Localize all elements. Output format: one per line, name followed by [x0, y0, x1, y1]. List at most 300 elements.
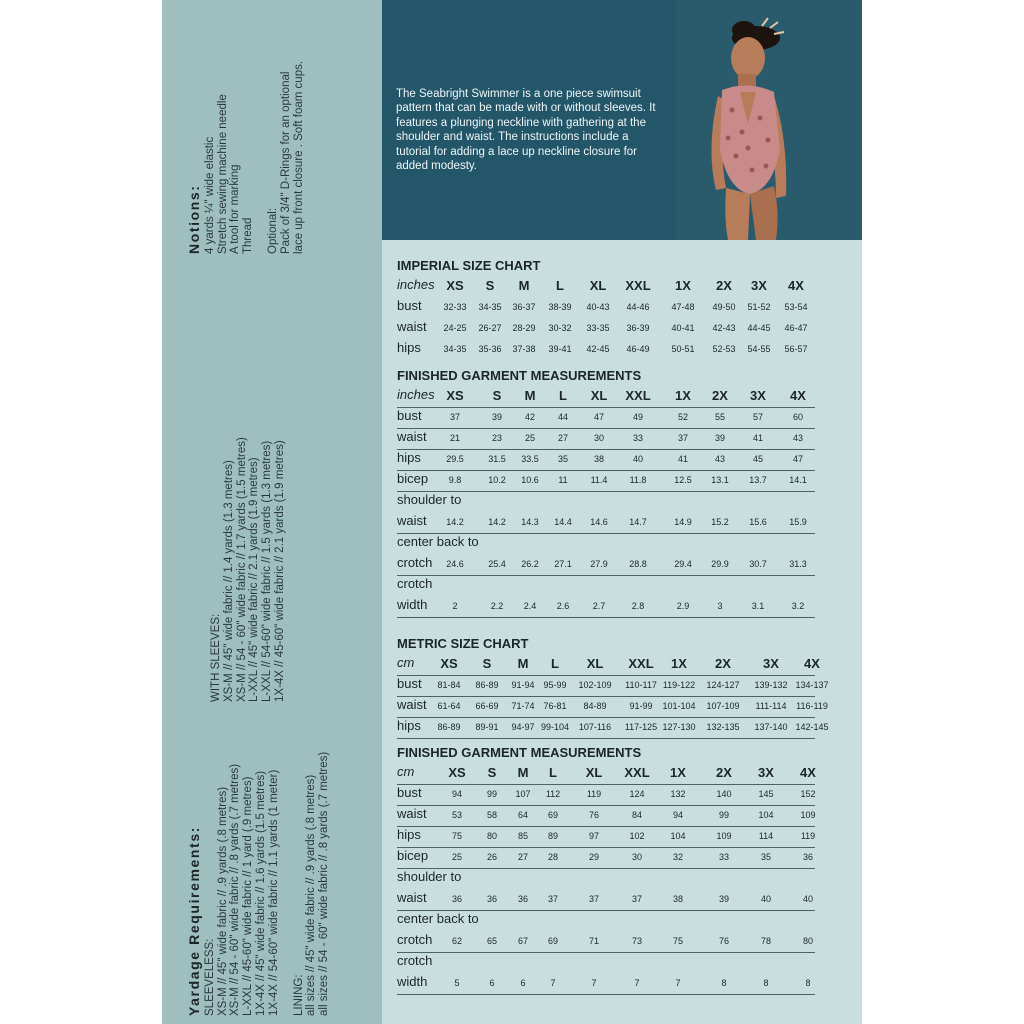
table-cell: 109 — [800, 810, 816, 820]
table-cell: 39 — [714, 433, 726, 443]
table-cell: 42-43 — [712, 323, 736, 333]
table-row — [397, 827, 815, 848]
size-header-cell: XS — [446, 278, 464, 293]
table-cell: 75 — [672, 936, 684, 946]
yardage-block — [188, 752, 331, 1016]
row-label: shoulder to — [397, 492, 462, 507]
table-cell: 31.5 — [488, 454, 506, 464]
table-cell: 124 — [629, 789, 645, 799]
table-cell: 15.9 — [789, 517, 807, 527]
table-cell: 142-145 — [795, 722, 829, 732]
table-cell: 84-89 — [583, 701, 607, 711]
table-cell: 104 — [670, 831, 686, 841]
table-cell: 80 — [486, 831, 498, 841]
table-row — [397, 534, 847, 554]
table-cell: 50-51 — [671, 344, 695, 354]
table-cell: 39 — [491, 412, 503, 422]
table-cell: 62 — [451, 936, 463, 946]
size-header-cell: 2X — [716, 278, 732, 293]
table-cell: 73 — [631, 936, 643, 946]
table-cell: 39 — [718, 894, 730, 904]
table-cell: 23 — [491, 433, 503, 443]
unit-label: inches — [397, 277, 435, 292]
notions-line: Thread — [242, 217, 255, 254]
table-cell: 26.2 — [521, 559, 539, 569]
row-label: waist — [397, 319, 427, 334]
size-header-cell: 1X — [671, 656, 687, 671]
table-row — [397, 953, 847, 973]
table-cell: 27 — [517, 852, 529, 862]
table-cell: 28.8 — [629, 559, 647, 569]
table-cell: 84 — [631, 810, 643, 820]
yardage-line: all sizes // 54 - 60" wide fabric // .8 yards (.7 metres) — [318, 751, 331, 1016]
table-cell: 116-119 — [796, 701, 828, 711]
table-cell: 30 — [593, 433, 605, 443]
table-cell: 104 — [758, 810, 774, 820]
table-cell: 75 — [451, 831, 463, 841]
table-header-row — [397, 387, 815, 408]
table-row — [397, 555, 815, 576]
table-cell: 42 — [524, 412, 536, 422]
table-cell: 6 — [489, 978, 495, 988]
size-header-cell: XXL — [625, 388, 651, 403]
section-title: FINISHED GARMENT MEASUREMENTS — [397, 368, 642, 383]
row-label: bicep — [397, 848, 429, 863]
table-cell: 33.5 — [521, 454, 539, 464]
row-label: width — [397, 974, 428, 989]
table-cell: 25.4 — [488, 559, 506, 569]
table-cell: 76 — [588, 810, 600, 820]
table-cell: 26-27 — [478, 323, 502, 333]
table-cell: 64 — [517, 810, 529, 820]
table-cell: 10.6 — [521, 475, 539, 485]
sleeves-line: WITH SLEEVES: — [210, 613, 222, 702]
table-cell: 137-140 — [754, 722, 788, 732]
size-header-cell: XS — [446, 388, 464, 403]
table-row — [397, 869, 847, 889]
size-header-cell: S — [482, 656, 492, 671]
table-cell: 29.5 — [446, 454, 464, 464]
table-cell: 49 — [632, 412, 644, 422]
size-header-cell: M — [517, 656, 529, 671]
table-cell: 34-35 — [443, 344, 467, 354]
table-cell: 8 — [721, 978, 727, 988]
table-cell: 39-41 — [548, 344, 572, 354]
table-cell: 45 — [752, 454, 764, 464]
unit-label: inches — [397, 387, 435, 402]
table-cell: 65 — [486, 936, 498, 946]
table-cell: 8 — [805, 978, 811, 988]
size-header-cell: S — [492, 388, 502, 403]
table-cell: 46-47 — [784, 323, 808, 333]
table-cell: 21 — [449, 433, 461, 443]
table-row — [397, 408, 815, 429]
table-row — [397, 785, 815, 806]
table-cell: 2.6 — [556, 601, 570, 611]
size-header-cell: 1X — [675, 278, 691, 293]
yardage-line: XS-M // 45" wide fabric // .9 yards (.8 metres) — [216, 786, 229, 1016]
size-header-cell: XL — [590, 388, 608, 403]
table-header-row — [397, 277, 847, 297]
table-cell: 2.4 — [523, 601, 537, 611]
table-cell: 86-89 — [437, 722, 461, 732]
sleeves-line: 1X-4X // 45-60" wide fabric // 2.1 yards (1.9 metres) — [273, 440, 286, 702]
table-cell: 38 — [593, 454, 605, 464]
table-cell: 52 — [677, 412, 689, 422]
table-cell: 37 — [631, 894, 643, 904]
row-label: center back to — [397, 534, 479, 549]
table-cell: 46-49 — [626, 344, 650, 354]
size-header-cell: 2X — [715, 656, 731, 671]
size-header-cell: 2X — [712, 388, 728, 403]
table-cell: 58 — [486, 810, 498, 820]
table-row — [397, 974, 815, 995]
table-cell: 107 — [515, 789, 531, 799]
size-header-cell: XL — [589, 278, 607, 293]
section-title: IMPERIAL SIZE CHART — [397, 258, 541, 273]
table-cell: 52-53 — [712, 344, 736, 354]
table-cell: 117-125 — [624, 722, 658, 732]
table-cell: 12.5 — [674, 475, 692, 485]
row-label: bicep — [397, 471, 429, 486]
row-label: crotch — [397, 555, 433, 570]
table-cell: 32 — [672, 852, 684, 862]
table-cell: 25 — [524, 433, 536, 443]
size-header-cell: 1X — [675, 388, 691, 403]
row-label: waist — [397, 429, 427, 444]
table-cell: 34-35 — [478, 302, 502, 312]
table-cell: 102-109 — [578, 680, 612, 690]
table-cell: 91-99 — [629, 701, 653, 711]
table-cell: 28-29 — [512, 323, 536, 333]
table-row — [397, 890, 815, 911]
size-header-cell: 3X — [751, 278, 767, 293]
size-header-cell: XL — [586, 656, 604, 671]
table-cell: 69 — [547, 810, 559, 820]
notions-line: A tool for marking — [229, 164, 242, 254]
table-cell: 14.1 — [789, 475, 807, 485]
table-cell: 11 — [558, 475, 568, 485]
table-cell: 114 — [758, 831, 774, 841]
table-cell: 33 — [632, 433, 644, 443]
table-cell: 28 — [547, 852, 559, 862]
notions-line: Pack of 3/4" D-Rings for an optional — [279, 71, 292, 254]
table-cell: 14.9 — [674, 517, 692, 527]
rotated-requirements — [162, 0, 382, 1024]
size-header-cell: M — [524, 388, 536, 403]
table-cell: 102 — [629, 831, 645, 841]
table-cell: 3.2 — [791, 601, 805, 611]
table-cell: 119 — [800, 831, 816, 841]
table-cell: 35 — [557, 454, 569, 464]
unit-label: cm — [397, 764, 415, 779]
table-cell: 2.7 — [592, 601, 606, 611]
table-cell: 29.9 — [711, 559, 729, 569]
table-row — [397, 676, 829, 697]
sleeves-line: L-XXL // 45" wide fabric // 2.1 yards (1.9 metres) — [248, 457, 261, 702]
table-cell: 89 — [547, 831, 559, 841]
table-cell: 36-39 — [626, 323, 650, 333]
table-cell: 132-135 — [706, 722, 740, 732]
table-cell: 6 — [520, 978, 526, 988]
table-cell: 2.9 — [676, 601, 690, 611]
size-header-cell: XXL — [624, 765, 650, 780]
table-row — [397, 340, 847, 360]
size-header-cell: XS — [448, 765, 466, 780]
table-cell: 81-84 — [437, 680, 461, 690]
table-cell: 2.8 — [631, 601, 645, 611]
table-cell: 109 — [716, 831, 732, 841]
row-label: crotch — [397, 932, 433, 947]
table-row — [397, 429, 815, 450]
row-label: bust — [397, 676, 422, 691]
table-cell: 37 — [449, 412, 461, 422]
table-cell: 36-37 — [512, 302, 536, 312]
table-cell: 14.6 — [590, 517, 608, 527]
table-cell: 94 — [672, 810, 684, 820]
table-cell: 139-132 — [754, 680, 788, 690]
yardage-line: L-XXL // 45-60" wide fabric // 1 yard (.9 metres) — [242, 776, 255, 1016]
table-cell: 91-94 — [511, 680, 535, 690]
table-cell: 27 — [557, 433, 569, 443]
notions-block — [188, 61, 305, 254]
yardage-heading: Yardage Requirements: — [186, 826, 202, 1016]
size-header-cell: 4X — [804, 656, 820, 671]
table-cell: 53-54 — [784, 302, 808, 312]
table-cell: 61-64 — [437, 701, 461, 711]
table-cell: 5 — [454, 978, 460, 988]
table-cell: 55 — [714, 412, 726, 422]
table-cell: 119 — [586, 789, 602, 799]
size-header-cell: 3X — [750, 388, 766, 403]
table-cell: 94-97 — [511, 722, 535, 732]
table-cell: 26 — [486, 852, 498, 862]
table-cell: 76-81 — [543, 701, 567, 711]
table-cell: 10.2 — [488, 475, 506, 485]
table-header-row — [397, 655, 820, 676]
table-row — [397, 806, 815, 827]
table-row — [397, 597, 815, 618]
table-cell: 24-25 — [443, 323, 467, 333]
table-cell: 132 — [670, 789, 686, 799]
sleeves-line: L-XXL // 54-60" wide fabric // 1.5 yards (1.3 metres) — [261, 440, 274, 702]
size-header-cell: 4X — [800, 765, 816, 780]
requirements-panel — [162, 0, 382, 1024]
notions-line: lace up front closure . Soft foam cups. — [292, 60, 305, 254]
table-cell: 145 — [758, 789, 774, 799]
table-cell: 35 — [760, 852, 772, 862]
table-cell: 80 — [802, 936, 814, 946]
sleeves-block — [210, 437, 287, 702]
table-cell: 40-41 — [671, 323, 695, 333]
table-cell: 9.8 — [448, 475, 462, 485]
table-row — [397, 319, 847, 339]
table-cell: 3.1 — [751, 601, 765, 611]
size-header-cell: XL — [585, 765, 603, 780]
table-cell: 27.1 — [554, 559, 572, 569]
table-cell: 54-55 — [747, 344, 771, 354]
table-cell: 2.2 — [490, 601, 504, 611]
table-cell: 29 — [588, 852, 600, 862]
yardage-line: 1X-4X // 45" wide fabric // 1.6 yards (1.5 metres) — [254, 770, 267, 1016]
table-cell: 38 — [672, 894, 684, 904]
row-label: waist — [397, 697, 427, 712]
table-cell: 94 — [451, 789, 463, 799]
table-cell: 27.9 — [590, 559, 608, 569]
table-cell: 49-50 — [712, 302, 736, 312]
table-cell: 95-99 — [543, 680, 567, 690]
table-cell: 14.7 — [629, 517, 647, 527]
size-header-cell: 4X — [788, 278, 804, 293]
row-label: center back to — [397, 911, 479, 926]
table-cell: 36 — [486, 894, 498, 904]
row-label: hips — [397, 718, 421, 733]
table-row — [397, 932, 815, 953]
row-label: hips — [397, 340, 421, 355]
table-cell: 30 — [631, 852, 643, 862]
table-cell: 33-35 — [586, 323, 610, 333]
table-cell: 25 — [451, 852, 463, 862]
table-cell: 14.4 — [554, 517, 572, 527]
table-cell: 30.7 — [749, 559, 767, 569]
table-cell: 38-39 — [548, 302, 572, 312]
table-cell: 57 — [752, 412, 764, 422]
table-cell: 37 — [588, 894, 600, 904]
size-header-cell: M — [518, 278, 530, 293]
table-cell: 31.3 — [789, 559, 807, 569]
size-header-cell: L — [551, 656, 559, 671]
table-cell: 43 — [714, 454, 726, 464]
size-header-cell: XS — [440, 656, 458, 671]
table-cell: 14.2 — [488, 517, 506, 527]
table-cell: 42-45 — [586, 344, 610, 354]
table-cell: 7 — [675, 978, 681, 988]
size-header-cell: XXL — [625, 278, 651, 293]
row-label: crotch — [397, 953, 433, 968]
table-cell: 127-130 — [662, 722, 696, 732]
table-cell: 99 — [718, 810, 730, 820]
table-row — [397, 450, 815, 471]
row-label: bust — [397, 785, 422, 800]
table-cell: 124-127 — [706, 680, 740, 690]
unit-label: cm — [397, 655, 415, 670]
table-cell: 33 — [718, 852, 730, 862]
table-cell: 69 — [547, 936, 559, 946]
table-cell: 41 — [752, 433, 764, 443]
table-cell: 24.6 — [446, 559, 464, 569]
table-cell: 97 — [588, 831, 600, 841]
notions-heading: Notions: — [186, 184, 202, 254]
table-cell: 85 — [517, 831, 529, 841]
table-cell: 40 — [802, 894, 814, 904]
intro-text: The Seabright Swimmer is a one piece swimsuit pattern that can be made with or without sleeves. It features a plunging neckline with gathering at the shoulder and waist. The instructions include a tutorial for adding a lace up neckline closure for added modesty. — [396, 88, 656, 173]
table-cell: 11.8 — [629, 475, 647, 485]
table-cell: 40 — [632, 454, 644, 464]
table-row — [397, 911, 847, 931]
notions-line: Optional: — [266, 207, 279, 254]
table-cell: 140 — [716, 789, 732, 799]
yardage-line: 1X-4X // 54-60" wide fabric // 1.1 yards (1 meter) — [267, 769, 280, 1016]
yardage-line: all sizes // 45" wide fabric // .9 yards (.8 metres) — [305, 774, 318, 1016]
row-label: waist — [397, 890, 427, 905]
table-cell: 110-117 — [625, 680, 657, 690]
table-cell: 47 — [792, 454, 804, 464]
row-label: bust — [397, 408, 422, 423]
table-cell: 36 — [451, 894, 463, 904]
table-cell: 37 — [547, 894, 559, 904]
table-cell: 37 — [677, 433, 689, 443]
table-cell: 15.6 — [749, 517, 767, 527]
table-cell: 13.7 — [749, 475, 767, 485]
table-row — [397, 471, 815, 492]
size-header-cell: L — [549, 765, 557, 780]
table-cell: 15.2 — [711, 517, 729, 527]
table-cell: 53 — [451, 810, 463, 820]
table-cell: 44-45 — [747, 323, 771, 333]
table-cell: 99 — [486, 789, 498, 799]
table-cell: 60 — [792, 412, 804, 422]
table-cell: 13.1 — [711, 475, 729, 485]
table-cell: 89-91 — [475, 722, 499, 732]
table-cell: 7 — [550, 978, 556, 988]
size-header-cell: 4X — [790, 388, 806, 403]
table-row — [397, 298, 847, 318]
table-cell: 51-52 — [747, 302, 771, 312]
table-cell: 71 — [588, 936, 600, 946]
table-row — [397, 848, 815, 869]
table-cell: 111-114 — [755, 701, 787, 711]
section-title: METRIC SIZE CHART — [397, 636, 529, 651]
table-cell: 76 — [718, 936, 730, 946]
table-cell: 101-104 — [662, 701, 696, 711]
table-cell: 41 — [677, 454, 689, 464]
size-header-cell: M — [517, 765, 529, 780]
table-cell: 152 — [800, 789, 816, 799]
notions-line: 4 yards ¼" wide elastic — [203, 136, 216, 254]
row-label: waist — [397, 806, 427, 821]
row-label: crotch — [397, 576, 433, 591]
notions-line: Stretch sewing machine needle — [216, 94, 229, 254]
table-cell: 66-69 — [475, 701, 499, 711]
yardage-line: LINING: — [292, 974, 305, 1016]
table-cell: 99-104 — [540, 722, 570, 732]
size-header-cell: S — [485, 278, 495, 293]
row-label: shoulder to — [397, 869, 462, 884]
table-cell: 112 — [545, 789, 561, 799]
section-title: FINISHED GARMENT MEASUREMENTS — [397, 745, 642, 760]
table-cell: 47-48 — [671, 302, 695, 312]
row-label: waist — [397, 513, 427, 528]
size-header-cell: S — [487, 765, 497, 780]
table-cell: 3 — [717, 601, 723, 611]
table-cell: 56-57 — [784, 344, 808, 354]
table-header-row — [397, 764, 815, 785]
table-cell: 47 — [593, 412, 605, 422]
size-header-cell: L — [556, 278, 564, 293]
table-cell: 11.4 — [590, 475, 608, 485]
table-cell: 32-33 — [443, 302, 467, 312]
table-cell: 14.2 — [446, 517, 464, 527]
table-cell: 86-89 — [475, 680, 499, 690]
row-label: width — [397, 597, 428, 612]
row-label: hips — [397, 450, 421, 465]
table-cell: 7 — [634, 978, 640, 988]
table-cell: 40-43 — [586, 302, 610, 312]
row-label: bust — [397, 298, 422, 313]
table-cell: 43 — [792, 433, 804, 443]
row-label: hips — [397, 827, 421, 842]
size-header-cell: 1X — [670, 765, 686, 780]
